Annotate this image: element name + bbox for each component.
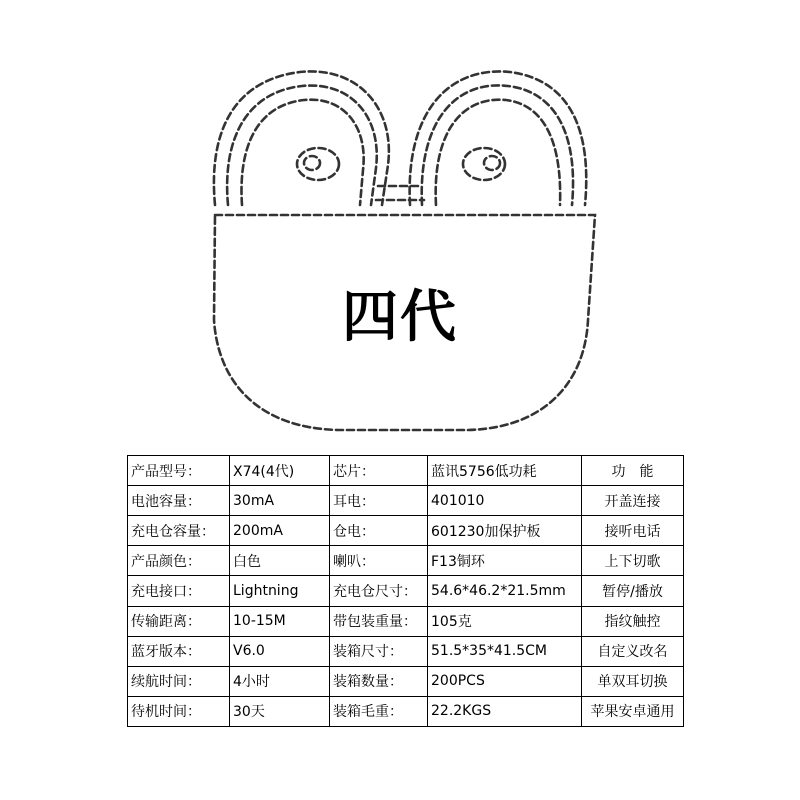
table-row	[128, 516, 684, 546]
function-item: 暂停/播放	[582, 576, 684, 606]
spec-value: 105克	[428, 606, 582, 636]
spec-value: V6.0	[230, 636, 330, 666]
spec-value: 30天	[230, 696, 330, 726]
spec-label: 续航时间：	[128, 666, 230, 696]
table-row	[128, 546, 684, 576]
spec-label: 装箱尺寸：	[330, 636, 428, 666]
spec-value: 4小时	[230, 666, 330, 696]
spec-label: 产品型号：	[128, 456, 230, 486]
spec-label: 充电接口：	[128, 576, 230, 606]
function-item: 接听电话	[582, 516, 684, 546]
spec-value: X74(4代)	[230, 456, 330, 486]
spec-value: 22.2KGS	[428, 696, 582, 726]
spec-value: 54.6*46.2*21.5mm	[428, 576, 582, 606]
function-item: 苹果安卓通用	[582, 696, 684, 726]
spec-label: 充电仓容量：	[128, 516, 230, 546]
spec-value: 200PCS	[428, 666, 582, 696]
case-generation-label: 四代	[342, 285, 458, 350]
spec-value: 200mA	[230, 516, 330, 546]
spec-value: 30mA	[230, 486, 330, 516]
spec-value: F13铜环	[428, 546, 582, 576]
function-item: 开盖连接	[582, 486, 684, 516]
table-row	[128, 486, 684, 516]
table-row	[128, 636, 684, 666]
spec-label: 蓝牙版本：	[128, 636, 230, 666]
spec-label: 待机时间：	[128, 696, 230, 726]
spec-label: 喇叭：	[330, 546, 428, 576]
right-earbud-sensor	[463, 148, 505, 180]
spec-value: 10-15M	[230, 606, 330, 636]
spec-value: 601230加保护板	[428, 516, 582, 546]
spec-label: 装箱数量：	[330, 666, 428, 696]
spec-value: 蓝讯5756低功耗	[428, 456, 582, 486]
table-row	[128, 666, 684, 696]
table-row	[128, 696, 684, 726]
spec-table	[127, 455, 684, 727]
spec-value: Lightning	[230, 576, 330, 606]
spec-value: 401010	[428, 486, 582, 516]
left-earbud-sensor	[297, 148, 339, 180]
spec-value: 白色	[230, 546, 330, 576]
spec-label: 耳电：	[330, 486, 428, 516]
spec-label: 电池容量：	[128, 486, 230, 516]
right-earbud-outline	[410, 71, 587, 205]
function-item: 单双耳切换	[582, 666, 684, 696]
function-item: 上下切歌	[582, 546, 684, 576]
spec-label: 带包装重量：	[330, 606, 428, 636]
spec-label: 装箱毛重：	[330, 696, 428, 726]
table-row	[128, 576, 684, 606]
spec-table-body	[128, 456, 684, 727]
function-item: 自定义改名	[582, 636, 684, 666]
spec-label: 产品颜色：	[128, 546, 230, 576]
left-earbud-outline	[214, 71, 389, 205]
function-item: 功 能	[582, 456, 684, 486]
spec-label: 传输距离：	[128, 606, 230, 636]
function-item: 指纹触控	[582, 606, 684, 636]
table-row	[128, 606, 684, 636]
table-row	[128, 456, 684, 486]
spec-label: 充电仓尺寸：	[330, 576, 428, 606]
spec-value: 51.5*35*41.5CM	[428, 636, 582, 666]
spec-label: 仓电：	[330, 516, 428, 546]
spec-label: 芯片：	[330, 456, 428, 486]
